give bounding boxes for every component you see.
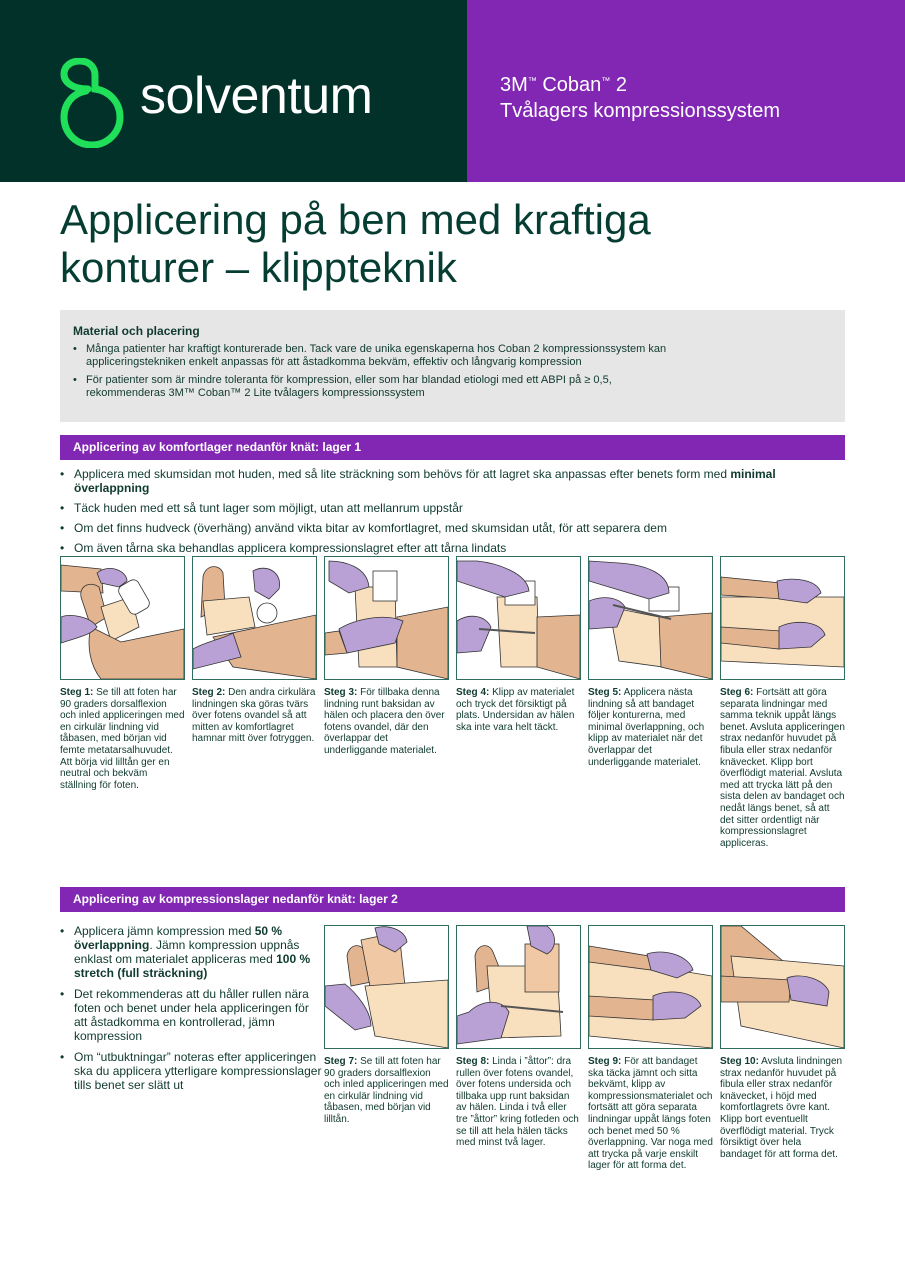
brand-panel <box>0 0 467 182</box>
bullet-item: • Täck huden med ett så tunt lager som möjligt, utan att mellanrum uppstår <box>60 501 850 515</box>
leg-bandage-icon <box>325 557 448 679</box>
step-1 <box>60 556 185 791</box>
bullet-item: • Applicera jämn kompression med 50 % överlappning. Jämn kompression uppnås enklast om materialet appliceras med 100 % stretch (full sträckning) <box>60 924 322 980</box>
step-5 <box>588 556 713 768</box>
step-9-caption: Steg 9: För att bandaget ska täcka jämnt och sitta bekvämt, klipp av kompressionsmaterialet och fortsätt att göra separata lindningar uppåt längs foten och benet med 50 % överlappning. Var noga med att trycka på varje enskilt lager för att forma det. <box>588 1056 713 1172</box>
step-9-illustration <box>588 925 713 1049</box>
product-subtitle: Tvålagers kompressionssystem <box>500 100 781 122</box>
step-9 <box>588 925 713 1172</box>
step-4 <box>456 556 581 733</box>
bullet-item: • Om “utbuktningar” noteras efter appliceringen ska du applicera ytterligare kompressionslager tills benet ser slätt ut <box>60 1050 322 1092</box>
step-8-caption: Steg 8: Linda i ”åttor”: dra rullen över fotens ovandel, över fotens undersida och tillbaka upp runt baksidan av hälen. Linda i två eller tre ”åttor” kring fotleden och se till att hela hälen täcks med minst två lager. <box>456 1056 579 1149</box>
section-1-bullets <box>60 467 850 555</box>
step-4-illustration <box>456 556 581 680</box>
step-10-illustration <box>720 925 845 1049</box>
step-1-illustration <box>60 556 185 680</box>
section-2-heading: Applicering av kompressionslager nedanför knät: lager 2 <box>60 887 845 912</box>
info-item: • Många patienter har kraftigt konturerade ben. Tack vare de unika egenskaperna hos Coban 2 kompressionssystem kan appliceringstekniken enkelt anpassas för att åstadkomma bekväm, effektiv och långvarig kompression <box>73 343 713 369</box>
step-8 <box>456 925 581 1149</box>
step-2-caption: Steg 2: Den andra cirkulära lindningen ska göras tvärs över fotens ovandel så att mitten av komfortlagret hamnar mitt över fotryggen. <box>192 687 316 745</box>
info-item: • För patienter som är mindre toleranta för kompression, eller som har blandad etiologi med ett ABPI på ≥ 0,5, rekommenderas 3M™ Coban™ 2 Lite tvålagers kompressionssystem <box>73 374 673 400</box>
solventum-logo-icon <box>58 58 126 148</box>
page-title: Applicering på ben med kraftiga konturer – klippteknik <box>60 196 651 291</box>
step-10-caption: Steg 10: Avsluta lindningen strax nedanför huvudet på fibula eller strax nedanför knävecket, i höjd med komfortlagrets övre kant. Klipp bort eventuellt överflödigt material. Tryck försiktigt över hela bandaget för att forma det. <box>720 1056 843 1160</box>
section-2-bullets <box>60 924 322 1092</box>
brand-name: solventum <box>140 67 373 125</box>
info-list <box>73 343 832 400</box>
leg-bandage-icon <box>457 926 580 1048</box>
step-3-caption: Steg 3: För tillbaka denna lindning runt baksidan av hälen och placera den över fotens ovandel, där den överlappar det underliggande materialet. <box>324 687 445 756</box>
step-3-illustration <box>324 556 449 680</box>
bullet-item: • Om även tårna ska behandlas applicera kompressionslagret efter att tårna lindats <box>60 541 850 555</box>
leg-bandage-icon <box>589 557 712 679</box>
step-5-caption: Steg 5: Applicera nästa lindning så att bandaget följer konturerna, med minimal överlappning, och klipp av materialet när det överlappar det underliggande materialet. <box>588 687 705 768</box>
leg-bandage-icon <box>193 557 316 679</box>
leg-bandage-icon <box>457 557 580 679</box>
step-6 <box>720 556 845 849</box>
product-panel <box>467 0 905 182</box>
step-1-caption: Steg 1: Se till att foten har 90 graders dorsalflexion och inled appliceringen med en cirkulär lindning vid tåbasen, med början vid femte metatarsalhuvudet. Att börja vid lilltån ger en neutral och bekväm ställning för foten. <box>60 687 185 791</box>
leg-bandage-icon <box>721 557 844 679</box>
leg-bandage-icon <box>721 926 844 1048</box>
step-2-illustration <box>192 556 317 680</box>
step-2 <box>192 556 317 745</box>
header <box>0 0 905 182</box>
step-3 <box>324 556 449 757</box>
step-10 <box>720 925 845 1160</box>
bullet-item: • Det rekommenderas att du håller rullen nära foten och benet under hela appliceringen för att åstadkomma en kontrollerad, jämn kompression <box>60 987 322 1043</box>
step-7-caption: Steg 7: Se till att foten har 90 graders dorsalflexion och inled appliceringen med en cirkulär lindning vid tåbasen, med början vid lilltån. <box>324 1056 449 1125</box>
step-4-caption: Steg 4: Klipp av materialet och tryck det försiktigt på plats. Undersidan av hälen ska inte vara helt täckt. <box>456 687 575 733</box>
leg-bandage-icon <box>61 557 184 679</box>
product-name: 3M™ Coban™ 2 <box>500 74 627 96</box>
leg-bandage-icon <box>325 926 448 1048</box>
info-heading: Material och placering <box>73 324 200 338</box>
bullet-item: • Applicera med skumsidan mot huden, med så lite sträckning som behövs för att lagret ska anpassas efter benets form med minimal överlappning <box>60 467 850 495</box>
step-5-illustration <box>588 556 713 680</box>
bullet-item: • Om det finns hudveck (överhäng) använd vikta bitar av komfortlagret, med skumsidan utåt, för att separera dem <box>60 521 850 535</box>
material-info-box <box>60 310 845 422</box>
step-7 <box>324 925 449 1126</box>
step-6-illustration <box>720 556 845 680</box>
step-7-illustration <box>324 925 449 1049</box>
step-8-illustration <box>456 925 581 1049</box>
section-1-heading: Applicering av komfortlager nedanför knät: lager 1 <box>60 435 845 460</box>
step-6-caption: Steg 6: Fortsätt att göra separata lindningar med samma teknik uppåt längs benet. Avsluta appliceringen strax nedanför huvudet på fibula eller strax nedanför knävecket. Klipp bort överflödigt material. Avsluta med att trycka lätt på den sista delen av bandaget och nedåt längs benet, så att det sitter ordentligt när kompressionslagret appliceras. <box>720 687 845 849</box>
leg-bandage-icon <box>589 926 712 1048</box>
